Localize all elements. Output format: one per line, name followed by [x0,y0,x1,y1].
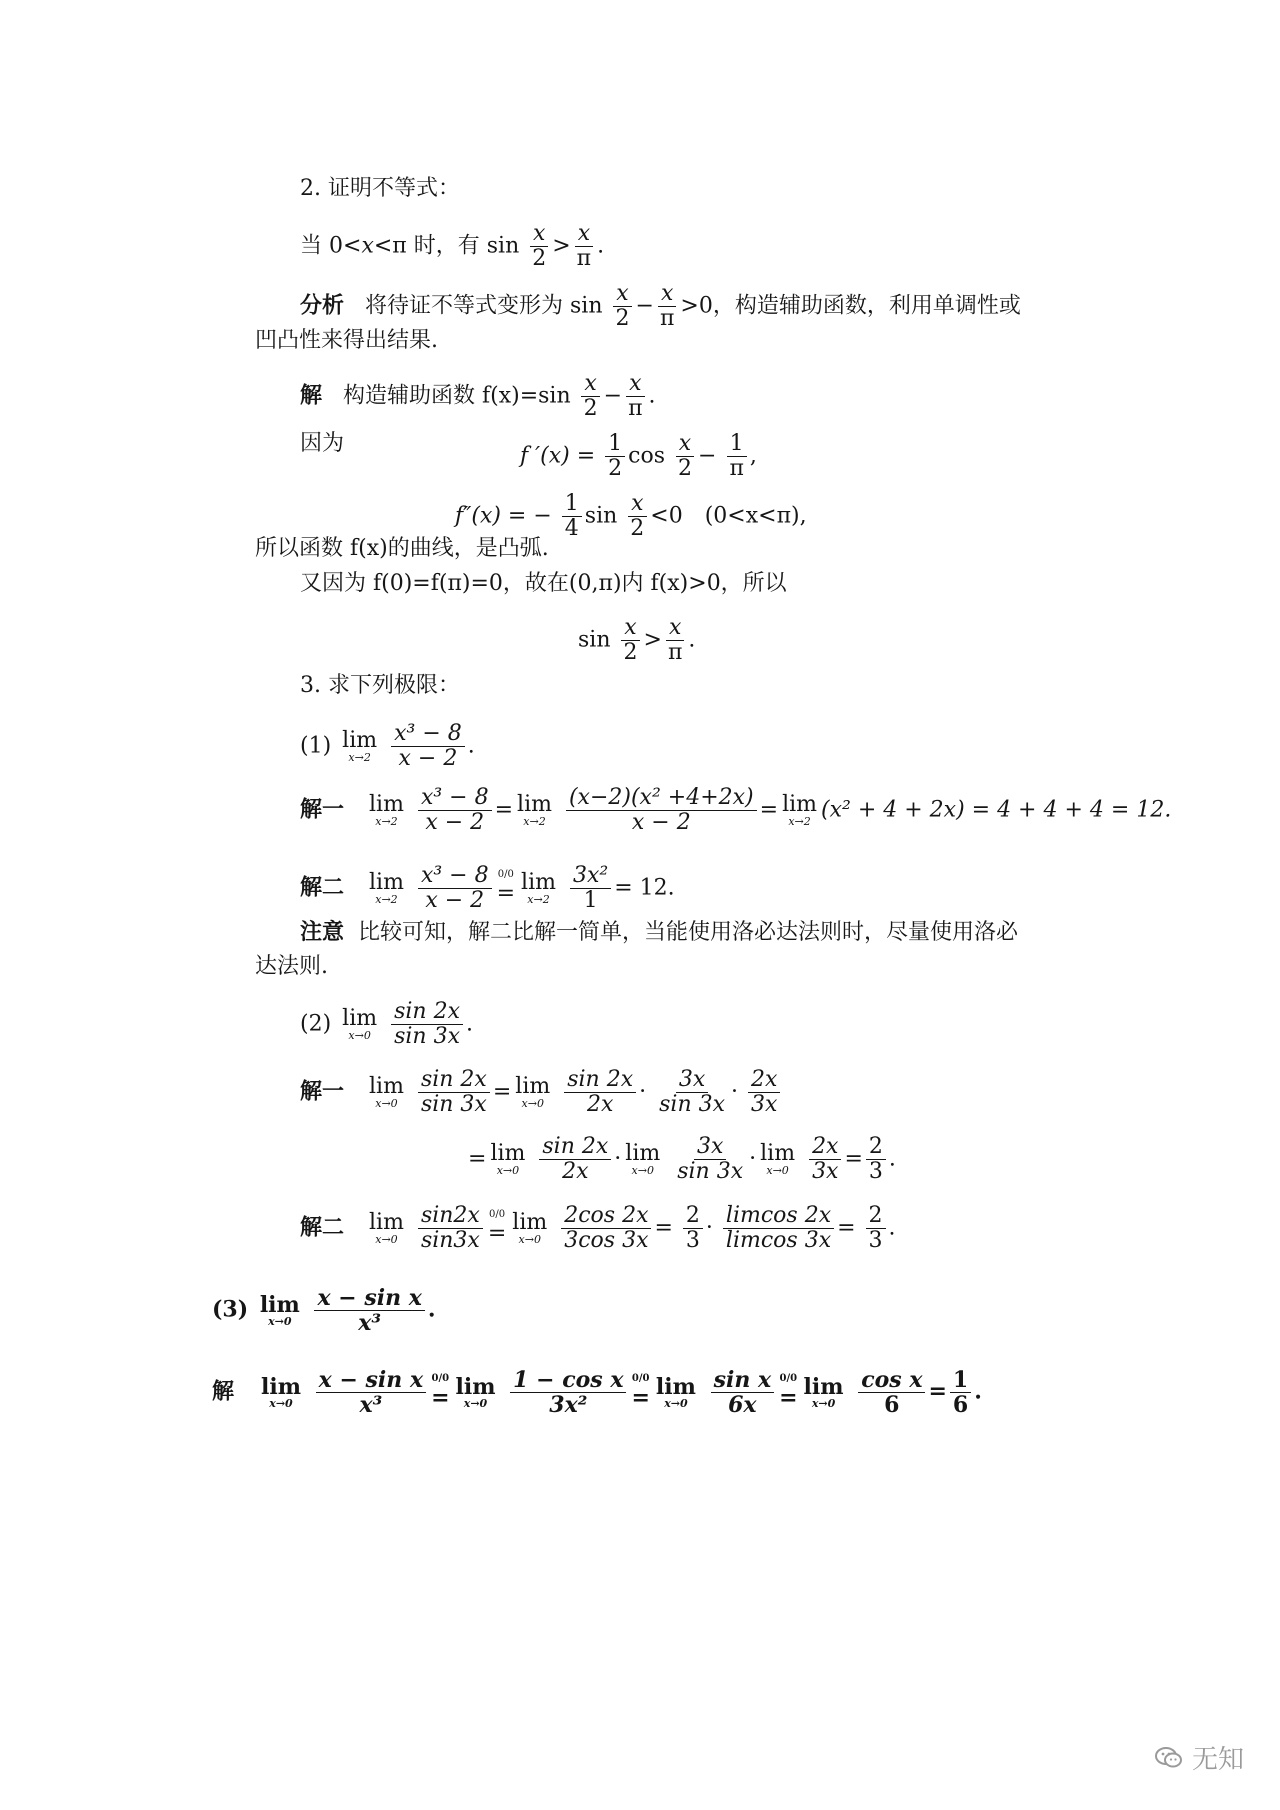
analysis-label: 分析 [300,292,345,319]
analysis-paragraph: 分析 将待证不等式变形为 sin $\frac{x}{2}$ − $\frac{x}{\pi}$ >0，构造辅助函数，利用单调性或 [300,281,1021,331]
part3-solution: 解 lim x→0 $\frac{\text{x − sin x}}{\text{x³}}$ 0/0 = lim x→0 $\frac{\text{1 − cos x}}{\text{3x²}}$ 0/0 = lim x→0 $\frac{\text{sin x}}{6x}$ 0/0 = lim x→0 $\frac{\text{cos x}}{6}$ = $\frac{1}{6}$ . [212,1367,982,1418]
final-inequality: sin $\frac{x}{2}$ > $\frac{x}{\pi}$ . [578,615,696,665]
problem3-title: 3. 求下列极限： [300,673,460,698]
problem2-statement: 当 0<x<π 时，有 sin $\frac{x}{2}$ > $\frac{x}{\pi}$ . [300,221,605,271]
conclusion-line-1: 所以函数 f(x)的曲线，是凸弧. [255,536,549,561]
part2-solution1-line2: = lim x→0 $\frac{\sin 2x}{2x}$ · lim x→0 $\frac{3x}{\sin 3x}$ · lim x→0 $\frac{2x}{3x}$ = $\frac{2}{3}$ . [468,1134,896,1184]
wechat-icon [1154,1743,1184,1773]
analysis-continuation: 凹凸性来得出结果. [255,328,438,353]
conclusion-line-2: 又因为 f(0)=f(π)=0，故在(0,π)内 f(x)>0，所以 [300,571,787,596]
problem3-part1: (1) lim x→2 $\frac{\text{x³ − 8}}{x - 2}$ . [300,721,475,771]
problem3-part3: (3) lim x→0 $\frac{\text{x − sin x}}{\text{x³}}$ . [212,1285,436,1336]
part1-solution1: 解一 lim x→2 $\frac{\text{x³ − 8}}{x - 2}$ = lim x→2 $\frac{\text{(x−2)(x² +4+2x)}}{x - 2}$ = lim x→2 (x² + 4 + 2x) = 4 + 4 + 4 = 12. [300,785,1172,835]
second-derivative: f″(x) = − $\frac{1}{4}$ sin $\frac{x}{2}$ <0 (0<x<π), [455,491,807,541]
part2-solution1-line1: 解一 lim x→0 $\frac{\sin 2x}{\sin 3x}$ = lim x→0 $\frac{\sin 2x}{2x}$ · $\frac{3x}{\sin 3x}$ · $\frac{2x}{3x}$ [300,1068,783,1117]
watermark [1154,1739,1244,1776]
part1-solution2: 解二 lim x→2 $\frac{\text{x³ − 8}}{x - 2}$ 0/0 = lim x→2 $\frac{\text{3x²}}{1}$ = 12. [300,863,675,913]
problem2-title: 2. 证明不等式： [300,176,460,201]
part2-solution2: 解二 lim x→0 $\frac{\sin 2x}{\sin 3x}$ 0/0 = lim x→0 $\frac{2\cos 2x}{3\cos 3x}$ = $\frac{2}{3}$ · $\frac{\text{limcos 2x}}{\text{limcos 3x}}$ = $\frac{2}{3}$ . [300,1203,896,1253]
note-continuation: 达法则. [255,954,328,979]
first-derivative: f ′(x) = $\frac{1}{2}$ cos $\frac{x}{2}$ − $\frac{1}{\pi}$ , [520,431,757,481]
problem2-solution: 解 构造辅助函数 f(x)=sin $\frac{x}{2}$ − $\frac{x}{\pi}$ . [300,371,656,421]
problem3-part2: (2) lim x→0 $\frac{\sin 2x}{\sin 3x}$ . [300,999,474,1049]
because-label: 因为 [300,431,345,456]
solution-label: 解 [300,382,323,409]
note-paragraph: 注意 比较可知，解二比解一简单，当能使用洛必达法则时，尽量使用洛必 [300,919,1019,945]
watermark-text: 无知 [1191,1745,1244,1775]
